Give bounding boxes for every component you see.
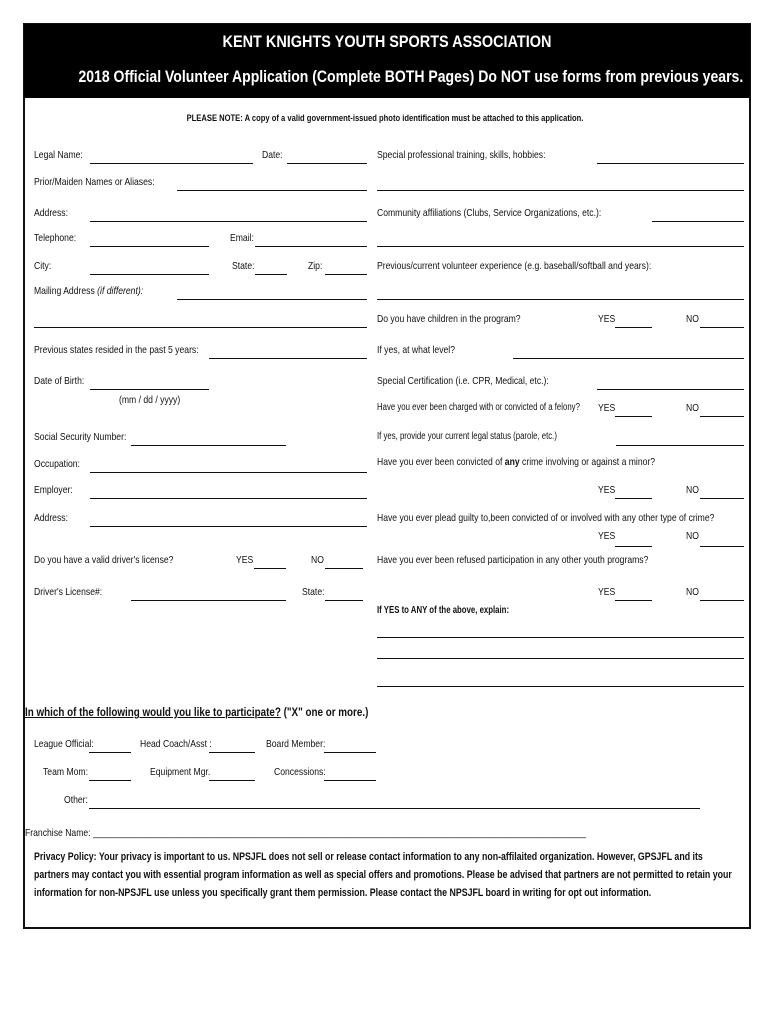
state-label: State: xyxy=(232,260,255,272)
legal-name-label: Legal Name: xyxy=(34,149,83,161)
prev-states-field[interactable] xyxy=(209,358,367,359)
community-label: Community affiliations (Clubs, Service Organizations, etc.): xyxy=(377,207,602,219)
dl-state-label: State: xyxy=(302,586,325,598)
dl-yes-field[interactable] xyxy=(254,568,286,569)
legal-status-field[interactable] xyxy=(616,445,744,446)
league-official-field[interactable] xyxy=(89,752,131,753)
email-label: Email: xyxy=(230,232,254,244)
team-mom-label: Team Mom: xyxy=(43,766,88,778)
dob-field[interactable] xyxy=(90,389,209,390)
email-field[interactable] xyxy=(255,246,367,247)
form-subtitle: 2018 Official Volunteer Application (Complete BOTH Pages) Do NOT use forms from previous years. xyxy=(78,68,744,86)
other-label: Other: xyxy=(64,794,88,806)
dl-number-field[interactable] xyxy=(131,600,286,601)
concessions-field[interactable] xyxy=(324,780,376,781)
explain-field-1[interactable] xyxy=(377,637,744,638)
refused-question: Have you ever been refused participation in any other youth programs? xyxy=(377,554,649,566)
other-crime-yes-field[interactable] xyxy=(615,546,652,547)
felony-question: Have you ever been charged with or convicted of a felony? xyxy=(377,402,580,413)
equipment-mgr-field[interactable] xyxy=(209,780,255,781)
other-crime-question: Have you ever plead guilty to,been convicted of or involved with any other type of crime? xyxy=(377,512,715,524)
other-crime-yes-label: YES xyxy=(598,530,616,542)
minor-crime-yes-label: YES xyxy=(598,484,616,496)
team-mom-field[interactable] xyxy=(89,780,131,781)
community-field-2[interactable] xyxy=(377,246,744,247)
children-yes-field[interactable] xyxy=(615,327,652,328)
telephone-label: Telephone: xyxy=(34,232,77,244)
employer-field[interactable] xyxy=(90,498,367,499)
employer-address-label: Address: xyxy=(34,512,68,524)
drivers-license-question: Do you have a valid driver's license? xyxy=(34,554,174,566)
prior-names-field[interactable] xyxy=(177,190,367,191)
other-field[interactable] xyxy=(89,808,700,809)
date-field[interactable] xyxy=(287,163,367,164)
dl-state-field[interactable] xyxy=(325,600,363,601)
league-official-label: League Official: xyxy=(34,738,94,750)
id-note: PLEASE NOTE: A copy of a valid government-issued photo identification must be attached to this application. xyxy=(186,113,584,124)
zip-label: Zip: xyxy=(308,260,323,272)
head-coach-field[interactable] xyxy=(209,752,255,753)
address-label: Address: xyxy=(34,207,68,219)
header-banner xyxy=(24,24,750,98)
dob-label: Date of Birth: xyxy=(34,375,85,387)
felony-yes-field[interactable] xyxy=(615,416,652,417)
occupation-label: Occupation: xyxy=(34,458,80,470)
refused-yes-label: YES xyxy=(598,586,616,598)
board-member-label: Board Member: xyxy=(266,738,326,750)
address-field[interactable] xyxy=(90,221,367,222)
community-field[interactable] xyxy=(652,221,744,222)
concessions-label: Concessions: xyxy=(274,766,326,778)
ssn-label: Social Security Number: xyxy=(34,431,127,443)
other-crime-no-label: NO xyxy=(686,530,699,542)
head-coach-label: Head Coach/Asst : xyxy=(140,738,212,750)
other-crime-no-field[interactable] xyxy=(700,546,744,547)
special-training-label: Special professional training, skills, hobbies: xyxy=(377,149,546,161)
refused-no-field[interactable] xyxy=(700,600,744,601)
city-field[interactable] xyxy=(90,274,209,275)
refused-no-label: NO xyxy=(686,586,699,598)
prior-names-label: Prior/Maiden Names or Aliases: xyxy=(34,176,155,188)
prev-states-label: Previous states resided in the past 5 years: xyxy=(34,344,199,356)
explain-field-3[interactable] xyxy=(377,686,744,687)
explain-field-2[interactable] xyxy=(377,658,744,659)
zip-field[interactable] xyxy=(325,274,367,275)
level-label: If yes, at what level? xyxy=(377,344,456,356)
telephone-field[interactable] xyxy=(90,246,209,247)
children-no-field[interactable] xyxy=(700,327,744,328)
felony-no-field[interactable] xyxy=(700,416,744,417)
dl-yes-label: YES xyxy=(236,554,254,566)
certification-label: Special Certification (i.e. CPR, Medical, etc.): xyxy=(377,375,549,387)
legal-name-field[interactable] xyxy=(90,163,253,164)
privacy-policy: Privacy Policy: Your privacy is important to us. NPSJFL does not sell or release contact information to any non-affilaited organization. However, GPSJFL and its partners may contact you with essential program information as well as special offers and promotions. Please be advised that partners are not permitted to retain your information for non-NPSJFL use unless you specifically grant them permission. Please contact the NPSJFL board in writing for opt out information. xyxy=(34,851,732,899)
minor-crime-no-field[interactable] xyxy=(700,498,744,499)
dl-no-field[interactable] xyxy=(325,568,363,569)
minor-crime-yes-field[interactable] xyxy=(615,498,652,499)
board-member-field[interactable] xyxy=(324,752,376,753)
city-label: City: xyxy=(34,260,52,272)
certification-field[interactable] xyxy=(597,389,744,390)
prev-volunteer-label: Previous/current volunteer experience (e.g. baseball/softball and years): xyxy=(377,260,652,272)
mailing-address-field-2[interactable] xyxy=(34,327,367,328)
felony-no-label: NO xyxy=(686,402,699,414)
mailing-address-field[interactable] xyxy=(177,299,367,300)
special-training-field-2[interactable] xyxy=(377,190,744,191)
dob-format: (mm / dd / yyyy) xyxy=(119,394,181,406)
legal-status-label: If yes, provide your current legal status (parole, etc.) xyxy=(377,431,557,442)
date-label: Date: xyxy=(262,149,283,161)
form-title: KENT KNIGHTS YOUTH SPORTS ASSOCIATION xyxy=(222,32,552,51)
children-no-label: NO xyxy=(686,313,699,325)
participation-heading: In which of the following would you like to participate? ("X" one or more.) xyxy=(25,705,369,719)
ssn-field[interactable] xyxy=(131,445,286,446)
employer-label: Employer: xyxy=(34,484,73,496)
mailing-address-label: Mailing Address (if different): xyxy=(34,285,144,297)
children-yes-label: YES xyxy=(598,313,616,325)
special-training-field[interactable] xyxy=(597,163,744,164)
minor-crime-no-label: NO xyxy=(686,484,699,496)
franchise-name: Franchise Name: _______________________________________________________________________________________________________ xyxy=(25,827,587,839)
state-field[interactable] xyxy=(255,274,287,275)
explain-label: If YES to ANY of the above, explain: xyxy=(377,605,510,616)
occupation-field[interactable] xyxy=(90,472,367,473)
prev-volunteer-field[interactable] xyxy=(377,299,744,300)
minor-crime-question: Have you ever been convicted of any crime involving or against a minor? xyxy=(377,456,656,468)
children-question: Do you have children in the program? xyxy=(377,313,521,325)
refused-yes-field[interactable] xyxy=(615,600,652,601)
dl-no-label: NO xyxy=(311,554,324,566)
equipment-mgr-label: Equipment Mgr. xyxy=(150,766,211,778)
felony-yes-label: YES xyxy=(598,402,616,414)
dl-number-label: Driver's License#: xyxy=(34,586,103,598)
employer-address-field[interactable] xyxy=(90,526,367,527)
level-field[interactable] xyxy=(513,358,744,359)
